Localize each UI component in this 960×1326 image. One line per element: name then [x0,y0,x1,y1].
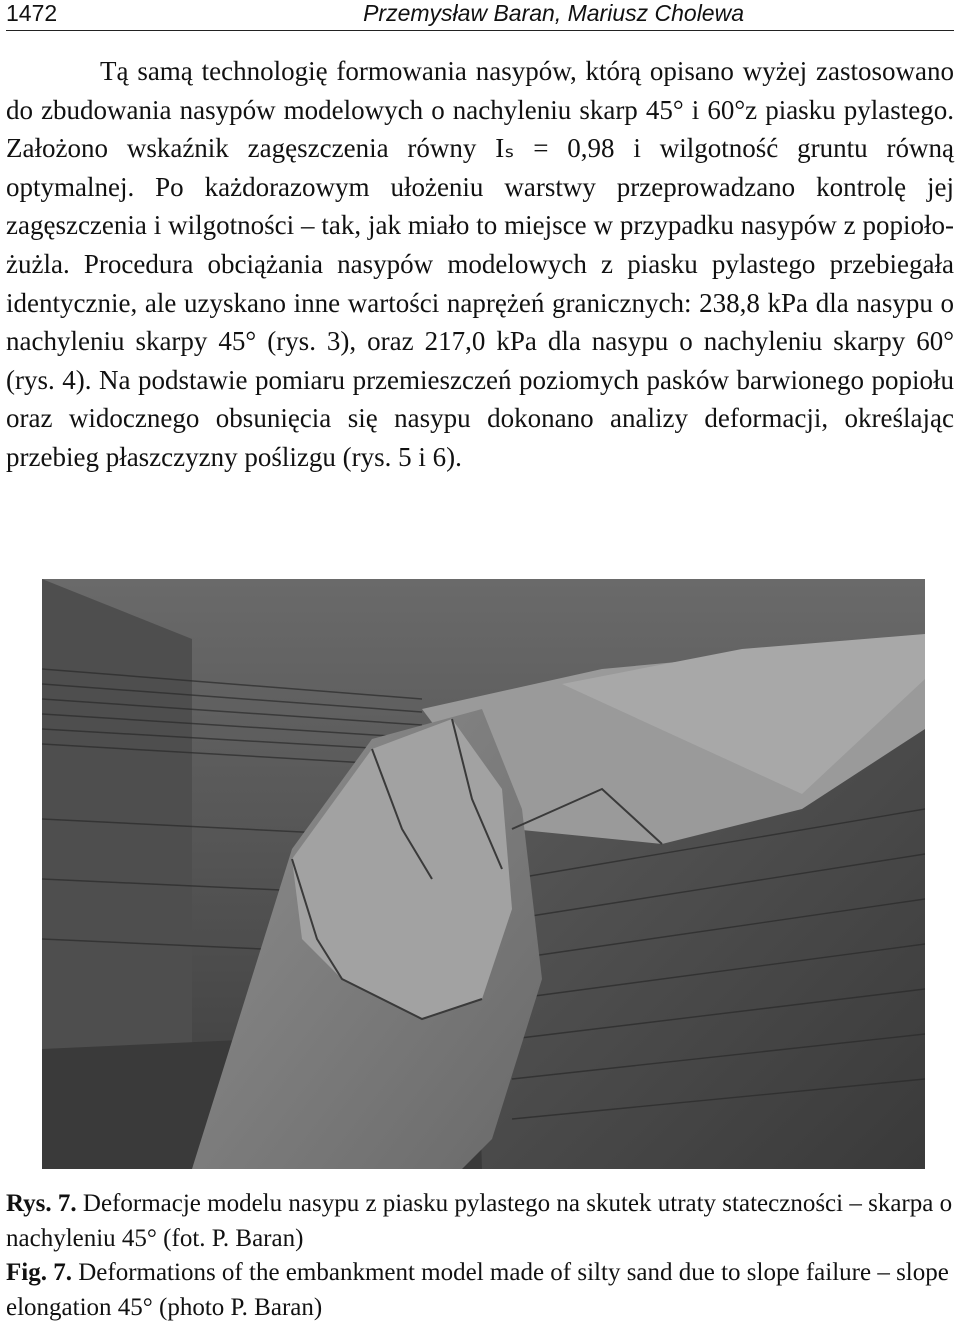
page-header [6,0,954,31]
figure-caption [6,1187,956,1325]
body-paragraph: Tą samą technologię formowania nasypów, którą opisano wyżej zastosowano do zbudowania nasypów modelowych o nachyleniu skarp 45° i 60°z piasku pylastego. Założono wskaźnik zagęszczenia równy Iₛ = 0,98 i wilgotność gruntu równą optymalnej. Po każdorazowym ułożeniu warstwy przeprowadzano kontrolę jej zagęszczenia i wilgotności – tak, jak miało to miejsce w przypadku nasypów z popioło-żużla. Procedura obciążania nasypów modelowych z piasku pylastego przebiegała identycznie, ale uzyskano inne wartości naprężeń granicznych: 238,8 kPa dla nasypu o nachyleniu skarpy 45° (rys. 3), oraz 217,0 kPa dla nasypu o nachyleniu skarpy 60° (rys. 4). Na podstawie pomiaru przemieszczeń poziomych pasków barwionego popiołu oraz widocznego obsunięcia się nasypu dokonano analizy deformacji, określając przebieg płaszczyzny poślizgu (rys. 5 i 6). [6,56,954,472]
body-text [6,52,954,477]
caption-english [6,1256,956,1325]
running-head-authors: Przemysław Baran, Mariusz Cholewa [363,0,744,26]
page-number: 1472 [6,0,58,26]
caption-en-text: Deformations of the embankment model made of silty sand due to slope failure – slope elongation 45° (photo P. Baran) [6,1259,949,1321]
embankment-photo [42,579,925,1169]
caption-polish [6,1187,956,1256]
caption-pl-label: Rys. 7. [6,1190,77,1217]
caption-en-label: Fig. 7. [6,1259,72,1286]
embankment-photo-drawing [42,579,925,1169]
caption-pl-text: Deformacje modelu nasypu z piasku pylastego na skutek utraty stateczności – skarpa o nachyleniu 45° (fot. P. Baran) [6,1190,953,1252]
